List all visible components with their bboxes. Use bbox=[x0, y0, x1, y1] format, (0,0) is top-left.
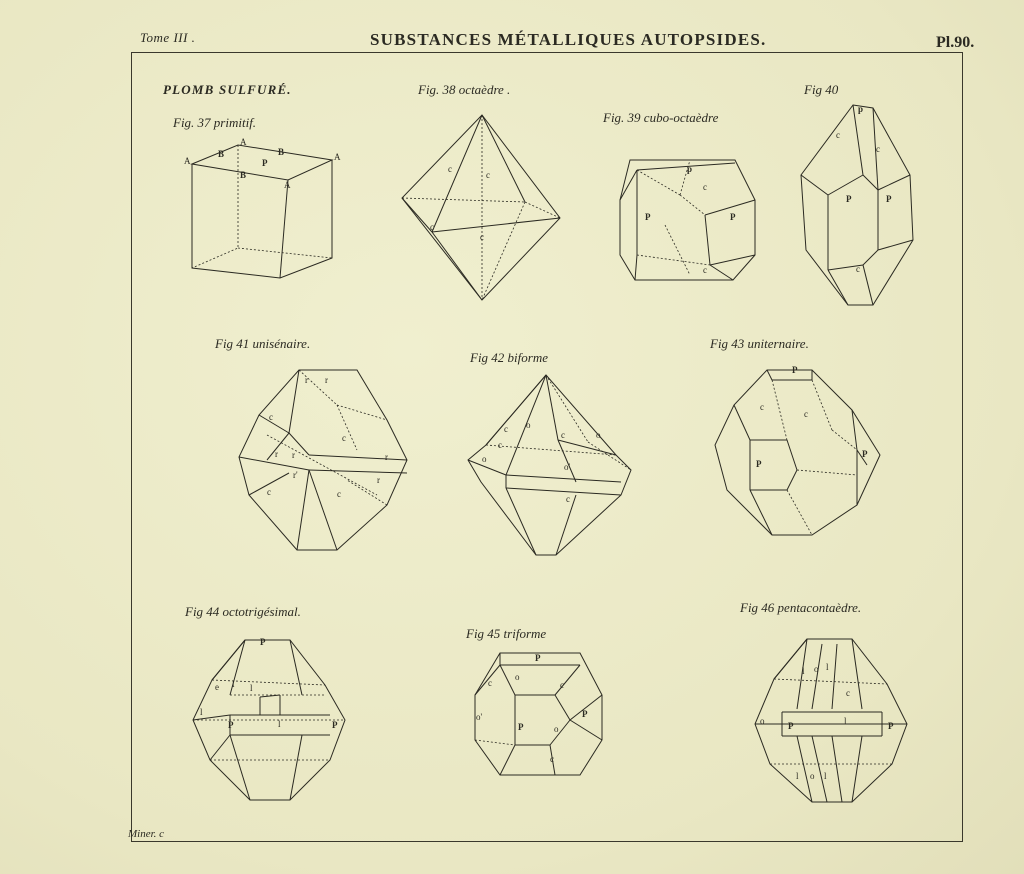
face-label: r bbox=[292, 450, 295, 460]
face-label: l bbox=[250, 683, 253, 693]
face-label: p bbox=[687, 164, 693, 174]
face-label: P bbox=[582, 709, 588, 719]
figure-37-cube bbox=[180, 137, 341, 285]
face-label: r bbox=[325, 375, 328, 385]
face-label: o bbox=[554, 724, 559, 734]
face-label: o' bbox=[564, 462, 571, 472]
face-label: o bbox=[760, 716, 765, 726]
face-label: o' bbox=[476, 712, 483, 722]
face-label: P bbox=[888, 721, 894, 731]
face-label: r bbox=[385, 452, 388, 462]
face-label: o bbox=[515, 672, 520, 682]
caption-fig43: Fig 43 uniternaire. bbox=[710, 336, 809, 351]
face-label: c bbox=[342, 433, 346, 443]
face-label: A bbox=[284, 180, 291, 190]
face-label: B bbox=[218, 149, 225, 159]
face-label: P bbox=[792, 365, 798, 375]
face-label: c bbox=[269, 412, 273, 422]
face-label: P bbox=[756, 459, 762, 469]
face-label: l bbox=[278, 719, 281, 729]
face-label: c bbox=[550, 754, 554, 764]
face-label: P bbox=[730, 212, 736, 222]
face-label: l bbox=[844, 716, 847, 726]
face-label: c bbox=[703, 265, 707, 275]
figure-44-octotrigesimal bbox=[190, 635, 350, 805]
face-label: o bbox=[596, 430, 601, 440]
face-label: l bbox=[232, 679, 235, 689]
face-label: P bbox=[332, 720, 338, 730]
face-label: c bbox=[566, 494, 570, 504]
caption-fig45: Fig 45 triforme bbox=[466, 626, 547, 641]
face-label: c bbox=[498, 440, 502, 450]
face-label: l bbox=[200, 707, 203, 717]
face-label: P bbox=[846, 194, 852, 204]
page-title: SUBSTANCES MÉTALLIQUES AUTOPSIDES. bbox=[370, 30, 767, 49]
caption-fig40: Fig 40 bbox=[804, 82, 839, 97]
face-label: A bbox=[334, 152, 341, 162]
face-label: P bbox=[862, 449, 868, 459]
caption-fig39: Fig. 39 cubo-octaèdre bbox=[603, 110, 719, 125]
caption-fig42: Fig 42 biforme bbox=[470, 350, 548, 365]
face-label: A bbox=[240, 137, 247, 147]
face-label: c bbox=[448, 164, 452, 174]
plate-number: Pl.90. bbox=[936, 34, 975, 51]
face-label: c bbox=[267, 487, 271, 497]
face-label: P bbox=[262, 158, 268, 168]
section-heading: PLOMB SULFURÉ. bbox=[163, 82, 292, 97]
face-label: P bbox=[886, 194, 892, 204]
face-label: c bbox=[703, 182, 707, 192]
face-label: P bbox=[788, 721, 794, 731]
caption-fig41: Fig 41 unisénaire. bbox=[215, 336, 311, 351]
face-label: e bbox=[215, 682, 219, 692]
figure-46-pentacontaedre bbox=[752, 634, 910, 806]
face-label: c bbox=[760, 402, 764, 412]
figure-38-octahedron bbox=[400, 110, 565, 305]
caption-fig38: Fig. 38 octaèdre . bbox=[418, 82, 511, 97]
face-label: P bbox=[228, 720, 234, 730]
figure-40-prism bbox=[798, 100, 918, 310]
face-label: o bbox=[482, 454, 487, 464]
caption-fig37: Fig. 37 primitif. bbox=[173, 115, 257, 130]
engraver-signature: Miner. c bbox=[128, 828, 165, 840]
face-label: A bbox=[184, 156, 191, 166]
face-label: B bbox=[278, 147, 285, 157]
face-label: c bbox=[846, 688, 850, 698]
face-label: P bbox=[260, 637, 266, 647]
face-label: c bbox=[836, 130, 840, 140]
caption-fig46: Fig 46 pentacontaèdre. bbox=[740, 600, 862, 615]
face-label: o bbox=[814, 664, 819, 674]
figure-39-cubo-octahedron bbox=[615, 155, 760, 285]
face-label: o bbox=[526, 420, 531, 430]
face-label: c bbox=[504, 424, 508, 434]
face-label: r' bbox=[293, 470, 298, 480]
face-label: l bbox=[824, 771, 827, 781]
face-label: c bbox=[876, 144, 880, 154]
face-label: P bbox=[645, 212, 651, 222]
face-label: o bbox=[810, 771, 815, 781]
face-label: r bbox=[275, 449, 278, 459]
figure-45-triforme bbox=[470, 650, 610, 780]
face-label: r bbox=[305, 375, 308, 385]
figure-43-uniternaire bbox=[712, 365, 884, 540]
face-label: c bbox=[804, 409, 808, 419]
volume-label: Tome III . bbox=[140, 30, 196, 45]
face-label: c bbox=[480, 232, 484, 242]
face-label: c bbox=[560, 680, 564, 690]
face-label: l bbox=[802, 666, 805, 676]
face-label: B bbox=[240, 170, 247, 180]
face-label: l bbox=[826, 662, 829, 672]
face-label: c bbox=[337, 489, 341, 499]
face-label: p bbox=[858, 104, 864, 114]
face-label: c bbox=[486, 170, 490, 180]
figure-42-biforme bbox=[466, 370, 636, 560]
face-label: c bbox=[430, 222, 434, 232]
face-label: c bbox=[561, 430, 565, 440]
figure-41-unisenaire bbox=[237, 365, 409, 555]
face-label: c bbox=[488, 678, 492, 688]
face-label: c bbox=[856, 264, 860, 274]
face-label: P bbox=[535, 653, 541, 663]
caption-fig44: Fig 44 octotrigésimal. bbox=[185, 604, 301, 619]
face-label: P bbox=[518, 722, 524, 732]
face-label: r bbox=[377, 475, 380, 485]
face-label: l bbox=[796, 771, 799, 781]
